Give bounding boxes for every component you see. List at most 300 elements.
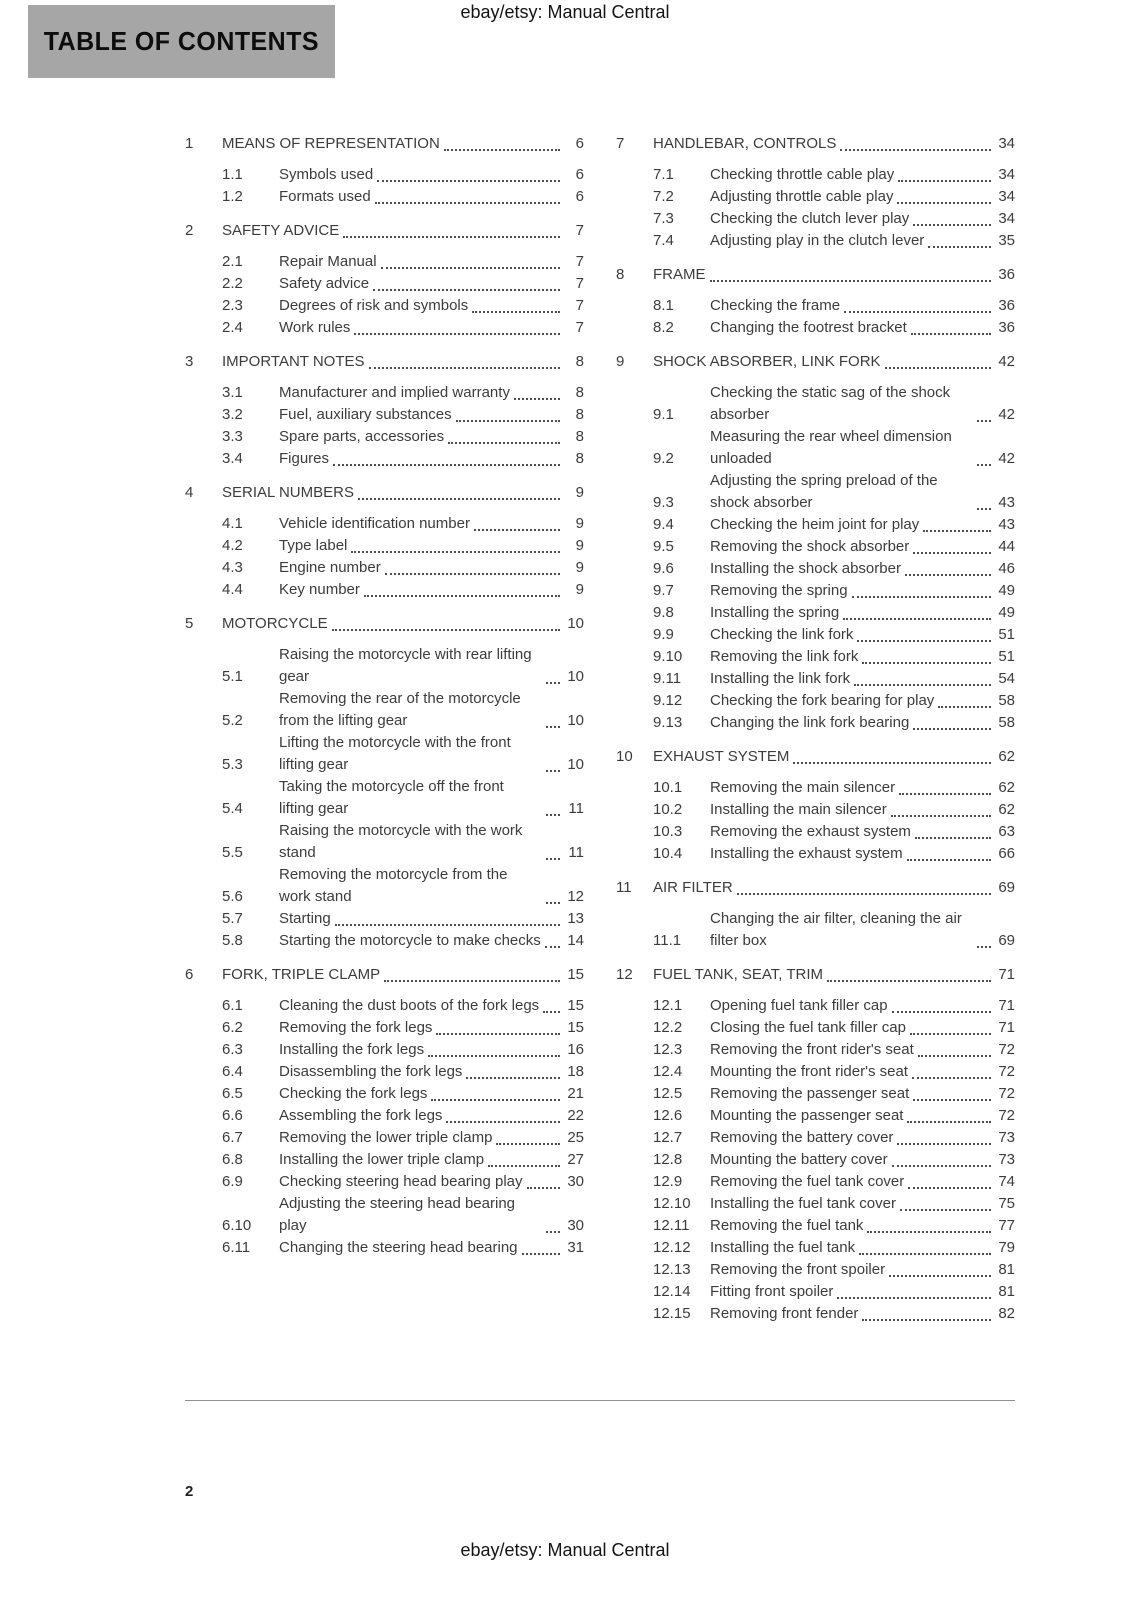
entry-page-number: 10 <box>567 668 584 685</box>
toc-entry-row <box>616 1303 1015 1325</box>
toc-entry-row <box>185 864 584 908</box>
leader-dots <box>908 1187 991 1189</box>
leader-dots <box>923 530 991 532</box>
leader-dots <box>377 180 560 182</box>
entry-page-number: 21 <box>567 1085 584 1102</box>
leader-dots <box>844 311 991 313</box>
entry-title: Checking throttle cable play <box>710 166 895 183</box>
entry-number: 11.1 <box>653 932 682 949</box>
entry-title: Key number <box>279 581 360 598</box>
leader-dots <box>907 859 991 861</box>
leader-dots <box>381 267 560 269</box>
section-page-number: 8 <box>575 353 584 370</box>
toc-entry-row <box>616 1083 1015 1105</box>
toc-entry-row <box>185 251 584 273</box>
entry-title: Removing the front rider's seat <box>710 1041 914 1058</box>
section-title: HANDLEBAR, CONTROLS <box>653 135 837 152</box>
entry-title: Disassembling the fork legs <box>279 1063 463 1080</box>
leader-dots <box>446 1121 560 1123</box>
leader-dots <box>915 837 991 839</box>
entry-page-number: 42 <box>998 406 1015 423</box>
leader-dots <box>928 246 991 248</box>
entry-title: Raising the motorcycle with rear lifting gear <box>279 646 532 685</box>
entry-page-number: 73 <box>998 1151 1015 1168</box>
entry-title: Mounting the front rider's seat <box>710 1063 908 1080</box>
entry-page-number: 71 <box>998 997 1015 1014</box>
entry-page-number: 43 <box>998 516 1015 533</box>
entry-page-number: 22 <box>567 1107 584 1124</box>
entry-number: 12.5 <box>653 1085 683 1102</box>
entry-title: Adjusting the spring preload of the shock absorber <box>710 472 938 511</box>
entry-page-number: 62 <box>998 801 1015 818</box>
entry-page-number: 72 <box>998 1085 1015 1102</box>
section-page-number: 71 <box>998 966 1015 983</box>
entry-number: 7.1 <box>653 166 674 183</box>
leader-dots <box>514 398 560 400</box>
entry-page-number: 30 <box>567 1173 584 1190</box>
toc-section-row <box>616 351 1015 373</box>
toc-section-row <box>185 482 584 504</box>
entry-title: Symbols used <box>279 166 374 183</box>
entry-title: Starting the motorcycle to make checks <box>279 932 541 949</box>
entry-number: 12.6 <box>653 1107 683 1124</box>
toc-entry-row <box>185 1039 584 1061</box>
toc-entry-row <box>616 1149 1015 1171</box>
leader-dots <box>977 420 991 422</box>
entry-number: 9.6 <box>653 560 674 577</box>
entry-page-number: 31 <box>567 1239 584 1256</box>
toc-column-left <box>185 133 584 1325</box>
entry-title: Measuring the rear wheel dimension unloaded <box>710 428 952 467</box>
section-number: 6 <box>185 966 194 983</box>
entry-page-number: 35 <box>998 232 1015 249</box>
entry-page-number: 13 <box>567 910 584 927</box>
leader-dots <box>444 149 560 151</box>
entry-title: Removing the motorcycle from the work stand <box>279 866 508 905</box>
toc-entry-row <box>616 712 1015 734</box>
toc-entry-row <box>185 1171 584 1193</box>
toc-section-row <box>185 613 584 635</box>
toc-section-row <box>185 133 584 155</box>
entry-title: Adjusting play in the clutch lever <box>710 232 925 249</box>
entry-title: Vehicle identification number <box>279 515 470 532</box>
section-number: 10 <box>616 748 633 765</box>
toc-entry-row <box>616 1105 1015 1127</box>
entry-page-number: 30 <box>567 1217 584 1234</box>
leader-dots <box>527 1187 561 1189</box>
entry-title: Installing the main silencer <box>710 801 887 818</box>
entry-page-number: 36 <box>998 297 1015 314</box>
leader-dots <box>900 1209 991 1211</box>
toc-entry-row <box>616 602 1015 624</box>
entry-number: 9.3 <box>653 494 674 511</box>
leader-dots <box>913 552 991 554</box>
entry-title: Checking steering head bearing play <box>279 1173 523 1190</box>
entry-title: Taking the motorcycle off the front lifting gear <box>279 778 504 817</box>
entry-number: 5.3 <box>222 756 243 773</box>
entry-page-number: 15 <box>567 997 584 1014</box>
section-title: IMPORTANT NOTES <box>222 353 365 370</box>
toc-section-row <box>616 133 1015 155</box>
leader-dots <box>912 1077 991 1079</box>
entry-page-number: 82 <box>998 1305 1015 1322</box>
section-number: 2 <box>185 222 194 239</box>
entry-number: 12.11 <box>653 1217 690 1234</box>
toc-entry-row <box>616 1061 1015 1083</box>
entry-title: Removing the link fork <box>710 648 859 665</box>
entry-number: 8.2 <box>653 319 674 336</box>
entry-number: 4.1 <box>222 515 243 532</box>
leader-dots <box>898 180 991 182</box>
entry-number: 7.3 <box>653 210 674 227</box>
entry-page-number: 36 <box>998 319 1015 336</box>
leader-dots <box>862 1319 991 1321</box>
entry-number: 4.2 <box>222 537 243 554</box>
leader-dots <box>474 529 560 531</box>
entry-number: 7.2 <box>653 188 674 205</box>
entry-number: 2.3 <box>222 297 243 314</box>
leader-dots <box>333 464 560 466</box>
leader-dots <box>546 770 560 772</box>
entry-page-number: 72 <box>998 1107 1015 1124</box>
entry-title: Assembling the fork legs <box>279 1107 443 1124</box>
toc-entry-row <box>185 1017 584 1039</box>
entry-page-number: 74 <box>998 1173 1015 1190</box>
entry-page-number: 72 <box>998 1063 1015 1080</box>
entry-title: Removing the exhaust system <box>710 823 911 840</box>
entry-title: Type label <box>279 537 348 554</box>
entry-title: Fuel, auxiliary substances <box>279 406 452 423</box>
section-number: 8 <box>616 266 625 283</box>
toc-entry-row <box>185 1149 584 1171</box>
entry-page-number: 10 <box>567 712 584 729</box>
entry-number: 3.2 <box>222 406 243 423</box>
toc-entry-row <box>185 995 584 1017</box>
entry-title: Installing the spring <box>710 604 840 621</box>
leader-dots <box>913 1099 991 1101</box>
entry-title: Fitting front spoiler <box>710 1283 834 1300</box>
entry-title: Removing the fork legs <box>279 1019 433 1036</box>
entry-number: 9.1 <box>653 406 674 423</box>
leader-dots <box>918 1055 991 1057</box>
entry-page-number: 73 <box>998 1129 1015 1146</box>
entry-title: Work rules <box>279 319 351 336</box>
entry-title: Installing the fuel tank cover <box>710 1195 896 1212</box>
leader-dots <box>431 1099 560 1101</box>
leader-dots <box>364 595 560 597</box>
leader-dots <box>910 1033 991 1035</box>
toc-entry-row <box>185 1105 584 1127</box>
leader-dots <box>854 684 991 686</box>
header-watermark: ebay/etsy: Manual Central <box>460 2 670 22</box>
toc-entry-row <box>616 908 1015 952</box>
entry-title: Removing the shock absorber <box>710 538 910 555</box>
entry-page-number: 81 <box>998 1261 1015 1278</box>
section-title: EXHAUST SYSTEM <box>653 748 790 765</box>
leader-dots <box>892 1165 991 1167</box>
toc-section-row <box>616 264 1015 286</box>
entry-page-number: 10 <box>567 756 584 773</box>
entry-number: 5.1 <box>222 668 243 685</box>
footer-watermark: ebay/etsy: Manual Central <box>460 1540 670 1560</box>
toc-entry-row <box>616 777 1015 799</box>
section-title: FRAME <box>653 266 706 283</box>
leader-dots <box>859 1253 991 1255</box>
leader-dots <box>840 149 991 151</box>
toc-entry-row <box>185 404 584 426</box>
toc-entry-row <box>616 317 1015 339</box>
toc-entry-row <box>185 732 584 776</box>
entry-number: 6.9 <box>222 1173 243 1190</box>
entry-page-number: 46 <box>998 560 1015 577</box>
entry-page-number: 75 <box>998 1195 1015 1212</box>
toc-entry-row <box>185 1061 584 1083</box>
entry-title: Closing the fuel tank filler cap <box>710 1019 906 1036</box>
entry-number: 9.5 <box>653 538 674 555</box>
leader-dots <box>857 640 991 642</box>
toc-entry-row <box>616 1281 1015 1303</box>
leader-dots <box>428 1055 560 1057</box>
entry-title: Checking the frame <box>710 297 841 314</box>
toc-entry-row <box>616 164 1015 186</box>
entry-number: 10.2 <box>653 801 683 818</box>
entry-title: Removing the main silencer <box>710 779 896 796</box>
leader-dots <box>892 1011 991 1013</box>
entry-number: 9.11 <box>653 670 682 687</box>
leader-dots <box>335 924 560 926</box>
entry-page-number: 42 <box>998 450 1015 467</box>
entry-number: 7.4 <box>653 232 674 249</box>
entry-page-number: 7 <box>575 275 584 292</box>
entry-page-number: 9 <box>575 559 584 576</box>
toc-entry-row <box>616 186 1015 208</box>
section-title: MEANS OF REPRESENTATION <box>222 135 440 152</box>
entry-page-number: 6 <box>575 188 584 205</box>
entry-number: 12.10 <box>653 1195 691 1212</box>
leader-dots <box>546 682 560 684</box>
toc-entry-row <box>185 644 584 688</box>
toc-entry-row <box>616 995 1015 1017</box>
entry-number: 12.3 <box>653 1041 683 1058</box>
entry-page-number: 62 <box>998 779 1015 796</box>
entry-title: Removing the rear of the motorcycle from the lifting gear <box>279 690 521 729</box>
entry-page-number: 18 <box>567 1063 584 1080</box>
toc-entry-row <box>185 295 584 317</box>
entry-title: Removing the front spoiler <box>710 1261 886 1278</box>
footer-divider <box>185 1400 1015 1401</box>
section-page-number: 34 <box>998 135 1015 152</box>
toc-entry-row <box>185 579 584 601</box>
entry-title: Repair Manual <box>279 253 377 270</box>
toc-entry-row <box>185 908 584 930</box>
entry-number: 6.6 <box>222 1107 243 1124</box>
leader-dots <box>472 311 560 313</box>
leader-dots <box>911 333 991 335</box>
entry-number: 12.8 <box>653 1151 683 1168</box>
section-page-number: 7 <box>575 222 584 239</box>
section-title: MOTORCYCLE <box>222 615 328 632</box>
entry-number: 2.4 <box>222 319 243 336</box>
toc-entry-row <box>185 1083 584 1105</box>
entry-page-number: 11 <box>568 844 584 861</box>
leader-dots <box>852 596 991 598</box>
entry-page-number: 79 <box>998 1239 1015 1256</box>
toc-entry-row <box>185 273 584 295</box>
leader-dots <box>710 280 992 282</box>
toc-entry-row <box>185 1127 584 1149</box>
entry-page-number: 54 <box>998 670 1015 687</box>
toc-section-row <box>616 746 1015 768</box>
leader-dots <box>375 202 560 204</box>
leader-dots <box>913 728 991 730</box>
leader-dots <box>737 893 991 895</box>
entry-number: 1.1 <box>222 166 243 183</box>
entry-page-number: 15 <box>567 1019 584 1036</box>
entry-title: Checking the link fork <box>710 626 854 643</box>
entry-title: Adjusting the steering head bearing play <box>279 1195 516 1234</box>
toc-entry-row <box>616 821 1015 843</box>
section-number: 1 <box>185 135 194 152</box>
entry-number: 8.1 <box>653 297 674 314</box>
entry-number: 9.13 <box>653 714 683 731</box>
toc-entry-row <box>185 164 584 186</box>
entry-title: Checking the static sag of the shock absorber <box>710 384 951 423</box>
entry-page-number: 44 <box>998 538 1015 555</box>
entry-number: 9.9 <box>653 626 674 643</box>
toc-entry-row <box>185 557 584 579</box>
entry-title: Changing the footrest bracket <box>710 319 907 336</box>
toc-entry-row <box>616 470 1015 514</box>
entry-page-number: 66 <box>998 845 1015 862</box>
entry-number: 5.5 <box>222 844 243 861</box>
entry-page-number: 58 <box>998 692 1015 709</box>
entry-number: 6.7 <box>222 1129 243 1146</box>
toc-entry-row <box>185 513 584 535</box>
entry-page-number: 12 <box>567 888 584 905</box>
entry-number: 4.4 <box>222 581 243 598</box>
leader-dots <box>373 289 560 291</box>
entry-title: Manufacturer and implied warranty <box>279 384 510 401</box>
entry-number: 10.4 <box>653 845 683 862</box>
toc-section-row <box>616 964 1015 986</box>
entry-title: Figures <box>279 450 330 467</box>
toc-entry-row <box>616 580 1015 602</box>
leader-dots <box>546 814 560 816</box>
leader-dots <box>546 858 560 860</box>
leader-dots <box>977 508 991 510</box>
leader-dots <box>543 1011 560 1013</box>
leader-dots <box>488 1165 560 1167</box>
entry-title: Safety advice <box>279 275 370 292</box>
leader-dots <box>867 1231 991 1233</box>
leader-dots <box>369 367 560 369</box>
toc-entry-row <box>616 208 1015 230</box>
entry-title: Installing the fork legs <box>279 1041 425 1058</box>
leader-dots <box>546 726 560 728</box>
leader-dots <box>977 946 991 948</box>
entry-page-number: 8 <box>575 450 584 467</box>
leader-dots <box>889 1275 991 1277</box>
leader-dots <box>938 706 991 708</box>
leader-dots <box>456 420 560 422</box>
entry-title: Changing the steering head bearing <box>279 1239 518 1256</box>
entry-title: Raising the motorcycle with the work stand <box>279 822 523 861</box>
entry-title: Mounting the battery cover <box>710 1151 888 1168</box>
toc-entry-row <box>616 668 1015 690</box>
section-page-number: 6 <box>575 135 584 152</box>
entry-number: 6.11 <box>222 1239 251 1256</box>
entry-number: 12.7 <box>653 1129 683 1146</box>
leader-dots <box>546 1231 560 1233</box>
leader-dots <box>793 762 991 764</box>
entry-number: 5.6 <box>222 888 243 905</box>
page-title-banner <box>28 5 335 78</box>
entry-title: Engine number <box>279 559 381 576</box>
toc-entry-row <box>185 317 584 339</box>
entry-page-number: 8 <box>575 428 584 445</box>
leader-dots <box>913 224 991 226</box>
section-page-number: 69 <box>998 879 1015 896</box>
section-page-number: 9 <box>575 484 584 501</box>
entry-page-number: 16 <box>567 1041 584 1058</box>
leader-dots <box>837 1297 991 1299</box>
entry-title: Degrees of risk and symbols <box>279 297 469 314</box>
section-page-number: 15 <box>567 966 584 983</box>
toc-column-right <box>616 133 1015 1325</box>
section-title: AIR FILTER <box>653 879 733 896</box>
entry-page-number: 34 <box>998 210 1015 227</box>
entry-title: Starting <box>279 910 331 927</box>
entry-page-number: 49 <box>998 582 1015 599</box>
entry-number: 9.7 <box>653 582 674 599</box>
toc-entry-row <box>185 382 584 404</box>
leader-dots <box>343 236 560 238</box>
leader-dots <box>977 464 991 466</box>
entry-title: Removing front fender <box>710 1305 859 1322</box>
leader-dots <box>885 367 991 369</box>
leader-dots <box>843 618 991 620</box>
toc-entry-row <box>185 535 584 557</box>
leader-dots <box>891 815 991 817</box>
section-number: 9 <box>616 353 625 370</box>
entry-page-number: 51 <box>998 626 1015 643</box>
footer-page-number: 2 <box>185 1483 194 1500</box>
toc-entry-row <box>616 1039 1015 1061</box>
section-number: 5 <box>185 615 194 632</box>
entry-page-number: 69 <box>998 932 1015 949</box>
entry-page-number: 9 <box>575 581 584 598</box>
entry-number: 6.10 <box>222 1217 252 1234</box>
entry-number: 9.2 <box>653 450 674 467</box>
leader-dots <box>466 1077 560 1079</box>
leader-dots <box>332 629 560 631</box>
page-title: TABLE OF CONTENTS <box>43 26 320 56</box>
leader-dots <box>522 1253 560 1255</box>
toc-content <box>185 133 1015 1325</box>
toc-entry-row <box>616 1017 1015 1039</box>
section-page-number: 42 <box>998 353 1015 370</box>
entry-title: Adjusting throttle cable play <box>710 188 894 205</box>
leader-dots <box>862 662 991 664</box>
entry-number: 9.12 <box>653 692 683 709</box>
toc-entry-row <box>185 1193 584 1237</box>
entry-number: 9.4 <box>653 516 674 533</box>
leader-dots <box>899 793 991 795</box>
entry-number: 6.5 <box>222 1085 243 1102</box>
entry-title: Installing the fuel tank <box>710 1239 856 1256</box>
section-page-number: 36 <box>998 266 1015 283</box>
entry-number: 2.1 <box>222 253 243 270</box>
